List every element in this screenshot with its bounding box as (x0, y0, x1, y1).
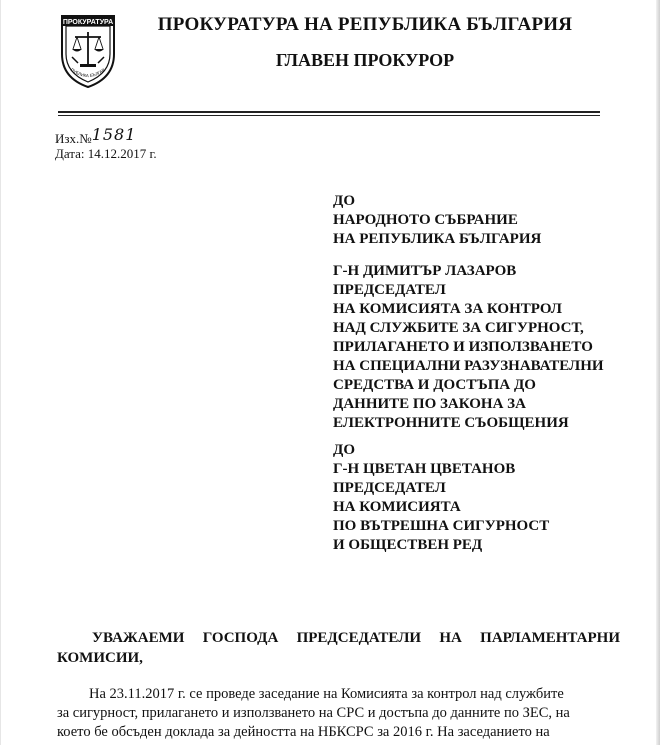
recipient-line: НАД СЛУЖБИТЕ ЗА СИГУРНОСТ, (333, 320, 584, 336)
recipient-block-tsvetanov (333, 441, 549, 555)
recipient-block-parliament (333, 192, 541, 249)
recipient-line: ДО (333, 442, 355, 458)
organization-title: ПРОКУРАТУРА НА РЕПУБЛИКА БЪЛГАРИЯ (157, 14, 573, 35)
recipient-line: НАРОДНОТО СЪБРАНИЕ (333, 212, 518, 228)
body-line: за сигурност, прилагането и използването на СРС и достъпа до данните по ЗЕС, на (57, 705, 570, 721)
recipient-line: НА РЕПУБЛИКА БЪЛГАРИЯ (333, 231, 542, 247)
recipient-line: ДО (333, 193, 355, 209)
body-line: На 23.11.2017 г. се проведе заседание на Комисията за контрол над службите (89, 686, 564, 702)
recipient-block-lazarov (333, 262, 604, 433)
body-line: което бе обсъден доклада за дейността на НБКСРС за 2016 г. На заседанието на (57, 724, 550, 740)
emblem-bottom-text: ПУБЛИКА БЪЛГАР (69, 67, 106, 79)
document-date: Дата: 14.12.2017 г. (55, 146, 157, 161)
registration-number-value: 1581 (91, 125, 137, 144)
recipient-line: ДАННИТЕ ПО ЗАКОНА ЗА (333, 396, 526, 412)
organization-subtitle: ГЛАВЕН ПРОКУРОР (275, 50, 455, 70)
emblem-top-text: ПРОКУРАТУРА (62, 19, 114, 26)
recipient-line: ПРИЛАГАНЕТО И ИЗПОЛЗВАНЕТО (333, 339, 593, 355)
registration-label: Изх.№ (55, 131, 92, 146)
recipient-line: И ОБЩЕСТВЕН РЕД (333, 537, 483, 553)
recipient-line: НА КОМИСИЯТА ЗА КОНТРОЛ (333, 301, 562, 317)
recipient-line: Г-Н ДИМИТЪР ЛАЗАРОВ (333, 263, 517, 279)
recipient-line: ПРЕДСЕДАТЕЛ (333, 282, 446, 298)
header-divider-thin (58, 115, 600, 116)
recipient-line: ПРЕДСЕДАТЕЛ (333, 480, 446, 496)
recipient-line: ПО ВЪТРЕШНА СИГУРНОСТ (333, 518, 550, 534)
recipient-line: НА СПЕЦИАЛНИ РАЗУЗНАВАТЕЛНИ (333, 358, 604, 374)
salutation-line-1: УВАЖАЕМИ ГОСПОДА ПРЕДСЕДАТЕЛИ НА ПАРЛАМЕНТАРНИ (92, 630, 620, 646)
prosecution-emblem-icon (58, 10, 118, 90)
header-divider-thick (58, 111, 600, 113)
page-left-edge (0, 0, 1, 745)
recipient-line: ЕЛЕКТРОННИТЕ СЪОБЩЕНИЯ (333, 415, 569, 431)
salutation-line-2: КОМИСИИ, (57, 650, 143, 666)
recipient-line: НА КОМИСИЯТА (333, 499, 461, 515)
recipient-line: СРЕДСТВА И ДОСТЪПА ДО (333, 377, 536, 393)
letter-body (57, 685, 621, 742)
registration-number (55, 125, 137, 147)
page-right-edge-shadow (656, 0, 660, 745)
recipient-line: Г-Н ЦВЕТАН ЦВЕТАНОВ (333, 461, 516, 477)
